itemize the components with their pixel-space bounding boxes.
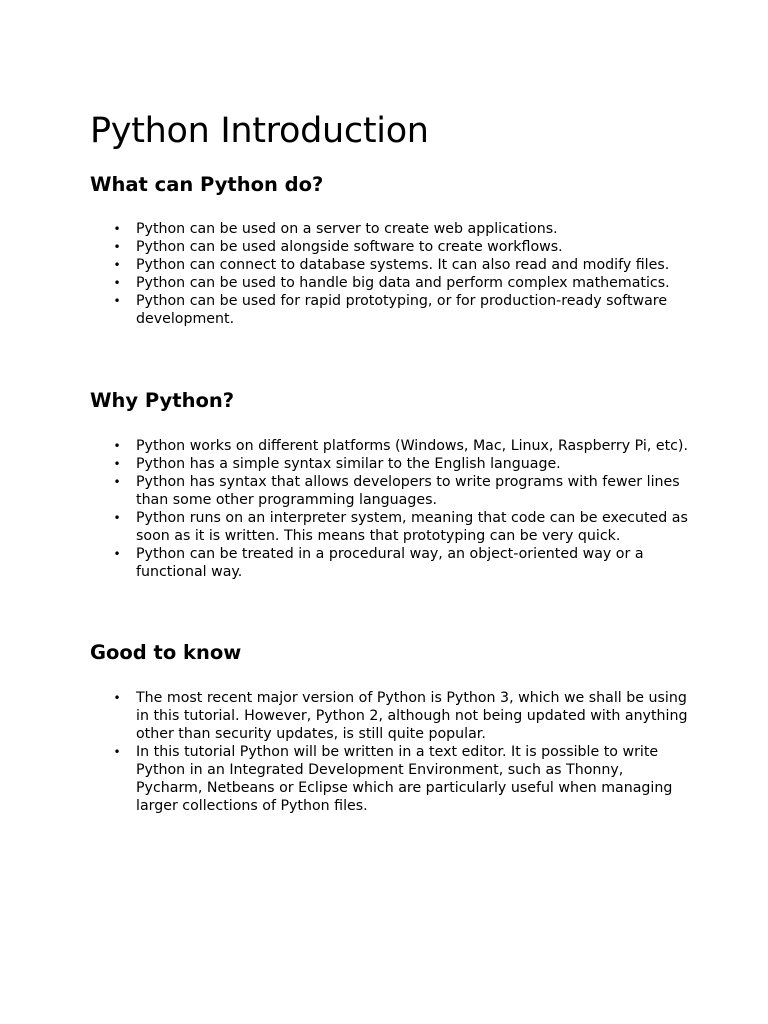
list-item (110, 509, 690, 545)
bullet-marker: • (113, 258, 121, 272)
section-heading-why-python: Why Python? (90, 389, 235, 412)
list-item (110, 437, 690, 455)
list-item-text: Python runs on an interpreter system, meaning that code can be executed as soon as it is written. This means that prototyping can be very quick. (136, 510, 688, 544)
list-item-text: The most recent major version of Python is Python 3, which we shall be using in this tutorial. However, Python 2, although not being updated with anything other than security updates, is still quite popular. (136, 690, 688, 742)
bullet-marker: • (113, 294, 121, 308)
bullet-marker: • (113, 276, 121, 290)
list-item (110, 256, 690, 274)
list-item (110, 743, 690, 815)
list-item-text: Python can be used for rapid prototyping, or for production-ready software development. (136, 293, 668, 327)
bullet-marker: • (113, 475, 121, 489)
bullet-marker: • (113, 457, 121, 471)
list-item-text: Python can be treated in a procedural way, an object-oriented way or a functional way. (136, 546, 644, 580)
bullet-marker: • (113, 439, 121, 453)
list-item (110, 220, 690, 238)
bullet-marker: • (113, 745, 121, 759)
list-item (110, 292, 690, 328)
list-item-text: Python has a simple syntax similar to the English language. (136, 456, 561, 472)
bullet-marker: • (113, 511, 121, 525)
list-item-text: In this tutorial Python will be written in a text editor. It is possible to write Python in an Integrated Development Environment, such as Thonny, Pycharm, Netbeans or Eclipse which are particularly useful when managing larger collections of Python files. (136, 744, 673, 814)
bullet-list-good-to-know (110, 689, 690, 815)
list-item-text: Python can connect to database systems. It can also read and modify files. (136, 257, 670, 273)
list-item (110, 473, 690, 509)
list-item (110, 238, 690, 256)
section-heading-good-to-know: Good to know (90, 641, 242, 664)
bullet-marker: • (113, 547, 121, 561)
list-item (110, 455, 690, 473)
list-item-text: Python can be used on a server to create web applications. (136, 221, 558, 237)
list-item (110, 545, 690, 581)
list-item (110, 689, 690, 743)
list-item (110, 274, 690, 292)
bullet-marker: • (113, 691, 121, 705)
bullet-marker: • (113, 222, 121, 236)
section-heading-what-can-python-do: What can Python do? (90, 173, 324, 196)
list-item-text: Python works on different platforms (Windows, Mac, Linux, Raspberry Pi, etc). (136, 438, 688, 454)
list-item-text: Python can be used to handle big data and perform complex mathematics. (136, 275, 670, 291)
list-item-text: Python has syntax that allows developers to write programs with fewer lines than some other programming languages. (136, 474, 680, 508)
bullet-marker: • (113, 240, 121, 254)
bullet-list-why-python (110, 437, 690, 581)
bullet-list-what-can-python-do (110, 220, 690, 328)
list-item-text: Python can be used alongside software to create workflows. (136, 239, 563, 255)
page-title: Python Introduction (90, 111, 429, 151)
